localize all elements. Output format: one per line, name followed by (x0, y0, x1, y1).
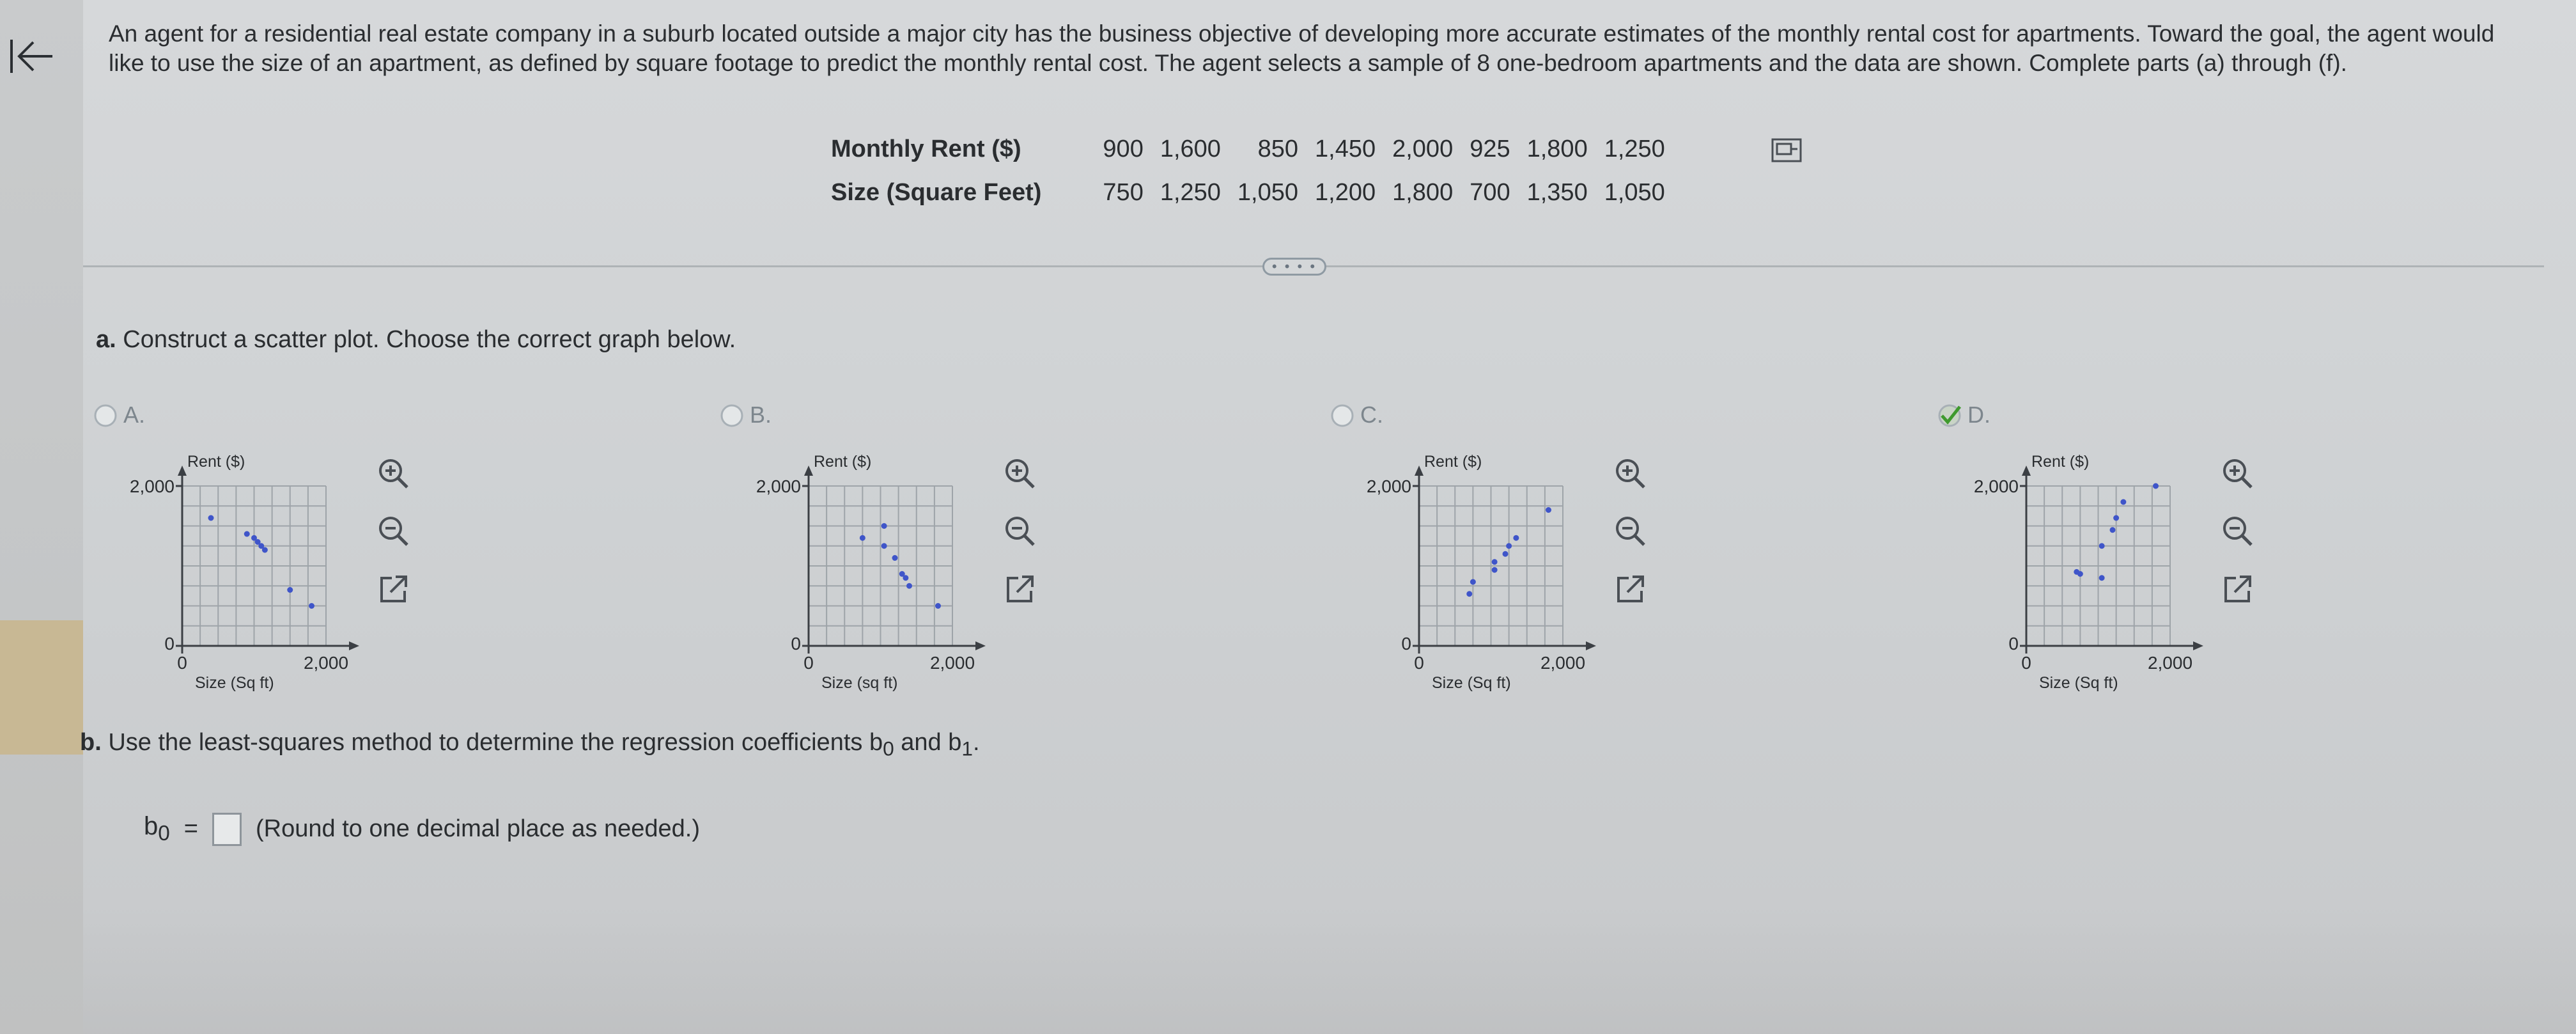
y-zero-label: 0 (2008, 634, 2019, 654)
data-point (2099, 543, 2105, 549)
x-tick-label: 2,000 (929, 653, 975, 673)
open-in-new-window-icon[interactable] (374, 570, 412, 609)
scatter-plot[interactable] (725, 441, 994, 692)
data-point (208, 515, 214, 521)
data-point (903, 575, 908, 581)
data-table-cell-rent: 1,800 (1526, 135, 1588, 162)
data-point (2110, 527, 2116, 533)
part-a-prefix: a. (96, 326, 116, 353)
zoom-out-icon[interactable] (374, 512, 412, 550)
option-d (1937, 403, 2512, 697)
part-b-end: . (972, 729, 980, 756)
scatter-plot[interactable] (1336, 441, 1604, 692)
zoom-in-icon[interactable] (1611, 454, 1649, 492)
x-tick-label: 2,000 (303, 653, 349, 673)
data-point (1503, 551, 1509, 557)
y-axis-label: Rent ($) (2031, 453, 2090, 471)
part-b-sub1: 1 (961, 737, 973, 760)
collapse-left-arrow-icon[interactable] (5, 31, 56, 82)
data-table-cell-size: 1,350 (1526, 178, 1588, 206)
data-point (1470, 579, 1476, 585)
option-a (93, 403, 668, 697)
y-tick-label: 2,000 (1366, 476, 1411, 496)
x-zero-label: 0 (803, 653, 814, 673)
part-b-and: and b (894, 729, 962, 756)
zoom-in-icon[interactable] (1000, 454, 1039, 492)
x-tick-label: 2,000 (2147, 653, 2193, 673)
data-point (935, 603, 941, 609)
data-table-cell-size: 1,200 (1315, 178, 1376, 206)
data-table-cell-size: 700 (1470, 178, 1510, 206)
radio-option-d[interactable] (1937, 403, 1962, 428)
data-point (2113, 515, 2119, 521)
y-zero-label: 0 (164, 634, 175, 654)
open-in-new-window-icon[interactable] (1611, 570, 1649, 609)
data-table (831, 131, 1665, 218)
data-table-cell-rent: 1,450 (1315, 135, 1376, 162)
data-table-cell-rent: 850 (1257, 135, 1299, 162)
y-axis-label: Rent ($) (187, 453, 245, 471)
data-point (1466, 591, 1472, 597)
bottom-shadow (83, 908, 2576, 1034)
radio-option-b[interactable] (719, 403, 745, 428)
data-point (1546, 507, 1551, 513)
data-point (2074, 569, 2079, 575)
zoom-in-icon[interactable] (374, 454, 412, 492)
y-zero-label: 0 (1401, 634, 1411, 654)
data-point (881, 523, 887, 529)
radio-option-c[interactable] (1330, 403, 1355, 428)
data-table-cell-size: 1,050 (1604, 178, 1665, 206)
copy-data-icon[interactable] (1771, 137, 1803, 163)
option-letter: B. (750, 402, 772, 428)
b0-answer-input[interactable] (212, 813, 242, 846)
left-sidebar-strip (0, 0, 83, 1034)
data-table-cell-rent: 2,000 (1392, 135, 1454, 162)
scatter-plot[interactable] (99, 441, 368, 692)
data-table-cell-size: 1,050 (1237, 178, 1299, 206)
part-b-prefix: b. (80, 729, 102, 756)
option-letter: D. (1967, 402, 1990, 428)
b0-label: $b_0$ (144, 812, 170, 845)
data-point (881, 543, 887, 549)
y-tick-label: 2,000 (129, 476, 175, 496)
data-table-cell-rent: 1,600 (1160, 135, 1221, 162)
x-zero-label: 0 (177, 653, 187, 673)
zoom-out-icon[interactable] (1000, 512, 1039, 550)
data-table-cell-rent: 925 (1470, 135, 1510, 162)
data-point (2153, 483, 2159, 489)
open-in-new-window-icon[interactable] (1000, 570, 1039, 609)
x-tick-label: 2,000 (1540, 653, 1586, 673)
data-point (1492, 567, 1498, 573)
side-tab[interactable] (0, 620, 83, 755)
data-point (1513, 535, 1519, 541)
data-table-label-rent: Monthly Rent ($) (831, 135, 1021, 162)
x-zero-label: 0 (1414, 653, 1424, 673)
zoom-out-icon[interactable] (1611, 512, 1649, 550)
option-letter: C. (1360, 402, 1383, 428)
data-point (2099, 575, 2105, 581)
part-a-question (96, 326, 736, 354)
data-table-row-size (831, 175, 1665, 218)
data-point (906, 583, 912, 589)
option-b (719, 403, 1294, 697)
y-tick-label: 2,000 (1973, 476, 2019, 496)
data-point (244, 531, 250, 537)
zoom-in-icon[interactable] (2218, 454, 2256, 492)
part-b-sub0: 0 (883, 737, 894, 760)
more-dots-icon[interactable]: • • • • (1262, 258, 1326, 276)
b0-rounding-note: (Round to one decimal place as needed.) (256, 815, 701, 842)
problem-statement: An agent for a residential real estate company in a suburb located outside a major city has the business objective of developing more accurate estimates of the monthly rental cost for apartments. Toward the goal, the agent would like to use the size of an apartment, as defined by square footage to predict the monthly rental cost. The agent selects a sample of 8 one-bedroom apartments and the data are shown. Complete parts (a) through (f). (109, 20, 2495, 76)
x-axis-label: Size (Sq ft) (195, 674, 274, 692)
open-in-new-window-icon[interactable] (2218, 570, 2256, 609)
scatter-plot[interactable] (1943, 441, 2212, 692)
option-c (1330, 403, 1905, 697)
y-tick-label: 2,000 (756, 476, 801, 496)
data-table-cell-size: 1,800 (1392, 178, 1454, 206)
x-axis-label: Size (Sq ft) (1432, 674, 1511, 692)
data-point (309, 603, 314, 609)
x-axis-label: Size (sq ft) (821, 674, 898, 692)
data-point (892, 555, 898, 561)
x-zero-label: 0 (2021, 653, 2031, 673)
data-point (262, 547, 268, 553)
y-zero-label: 0 (791, 634, 801, 654)
data-table-cell-rent: 900 (1103, 135, 1144, 162)
option-letter: A. (123, 402, 146, 428)
b0-answer-row (144, 812, 700, 846)
radio-option-a[interactable] (93, 403, 118, 428)
data-point (2120, 499, 2126, 505)
data-table-label-size: Size (Square Feet) (831, 178, 1042, 206)
data-table-cell-size: 1,250 (1160, 178, 1221, 206)
data-table-cell-size: 750 (1103, 178, 1144, 206)
zoom-out-icon[interactable] (2218, 512, 2256, 550)
data-point (287, 587, 293, 593)
y-axis-label: Rent ($) (814, 453, 872, 471)
part-a-text: Construct a scatter plot. Choose the correct graph below. (123, 326, 736, 353)
data-table-row-rent (831, 131, 1665, 175)
x-axis-label: Size (Sq ft) (2039, 674, 2118, 692)
data-table-cell-rent: 1,250 (1604, 135, 1665, 162)
data-point (1506, 543, 1512, 549)
part-b-text: Use the least-squares method to determine the regression coefficients b (108, 729, 883, 756)
y-axis-label: Rent ($) (1424, 453, 1482, 471)
data-point (860, 535, 865, 541)
data-point (1492, 559, 1498, 565)
part-b-question (80, 729, 980, 761)
b0-equals: = (183, 815, 198, 842)
